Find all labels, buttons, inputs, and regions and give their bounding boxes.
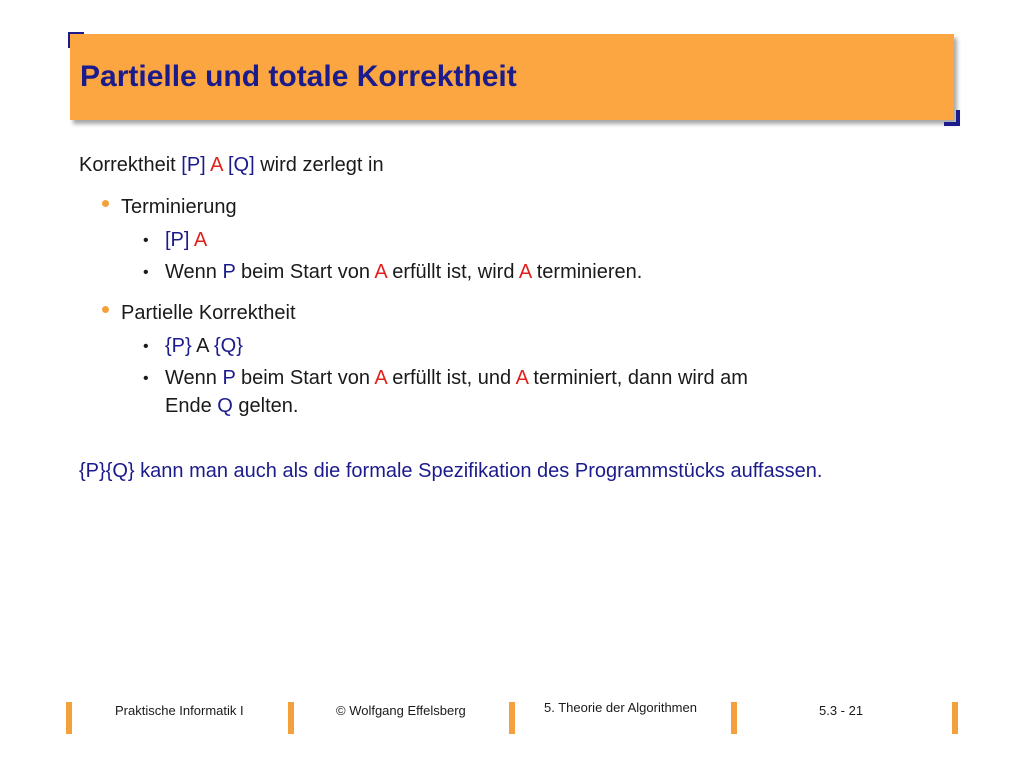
text-a: A	[374, 367, 387, 389]
notation-p: {P}	[165, 335, 192, 357]
text-p: P	[222, 367, 236, 389]
bullet-dot	[102, 200, 109, 207]
bullet-label-terminierung: Terminierung	[121, 196, 237, 218]
sub-bullet-dot: •	[143, 264, 149, 281]
text-q: Q	[217, 395, 233, 417]
footer-author: © Wolfgang Effelsberg	[336, 703, 466, 718]
text-a: A	[518, 261, 532, 283]
bullet-dot	[102, 306, 109, 313]
sub-bullet-notation-1	[165, 229, 207, 252]
text-p: P	[222, 261, 236, 283]
notation-a: A	[196, 335, 209, 357]
notation-q: {Q}	[213, 335, 243, 357]
footer-course: Praktische Informatik I	[115, 703, 244, 718]
notation-a: A	[193, 229, 208, 251]
text-a: A	[515, 367, 528, 389]
text-segment: Ende	[165, 395, 218, 417]
sub-bullet-dot: •	[143, 232, 149, 249]
footer-separator	[952, 702, 958, 734]
intro-p: [P]	[181, 154, 206, 176]
intro-q: [Q]	[227, 154, 255, 176]
sub-bullet-notation-2	[165, 335, 243, 358]
intro-suffix: wird zerlegt in	[254, 154, 384, 176]
sub-bullet-dot: •	[143, 338, 149, 355]
footer-page-number: 5.3 - 21	[819, 703, 864, 718]
text-segment: Wenn	[165, 261, 223, 283]
intro-prefix: Korrektheit	[79, 154, 182, 176]
page-title: Partielle und totale Korrektheit	[80, 60, 517, 93]
footer-separator	[731, 702, 737, 734]
text-segment: erfüllt ist, wird	[386, 261, 519, 283]
footer-separator	[288, 702, 294, 734]
intro-a: A	[210, 154, 223, 176]
text-segment: terminieren.	[531, 261, 643, 283]
text-segment: terminiert, dann wird am	[527, 367, 748, 389]
intro-line	[79, 154, 384, 177]
text-segment: erfüllt ist, und	[386, 367, 516, 389]
notation-p: [P]	[165, 229, 190, 251]
footer-chapter: 5. Theorie der Algorithmen	[544, 700, 697, 715]
sub-bullet-text-2-continued	[165, 395, 298, 418]
text-segment: beim Start von	[235, 367, 375, 389]
sub-bullet-text-1	[165, 261, 642, 284]
text-segment: beim Start von	[235, 261, 375, 283]
sub-bullet-text-2	[165, 367, 748, 390]
sub-bullet-dot: •	[143, 370, 149, 387]
conclusion-text: {P}{Q} kann man auch als die formale Spezifikation des Programmstücks auffassen.	[79, 460, 823, 482]
text-segment: Wenn	[165, 367, 223, 389]
footer-separator	[66, 702, 72, 734]
title-banner	[70, 34, 954, 120]
text-a: A	[374, 261, 387, 283]
text-segment: gelten.	[232, 395, 299, 417]
bullet-label-partielle-korrektheit: Partielle Korrektheit	[121, 302, 296, 324]
footer-separator	[509, 702, 515, 734]
title-corner-bracket-bottom-right	[944, 110, 960, 126]
